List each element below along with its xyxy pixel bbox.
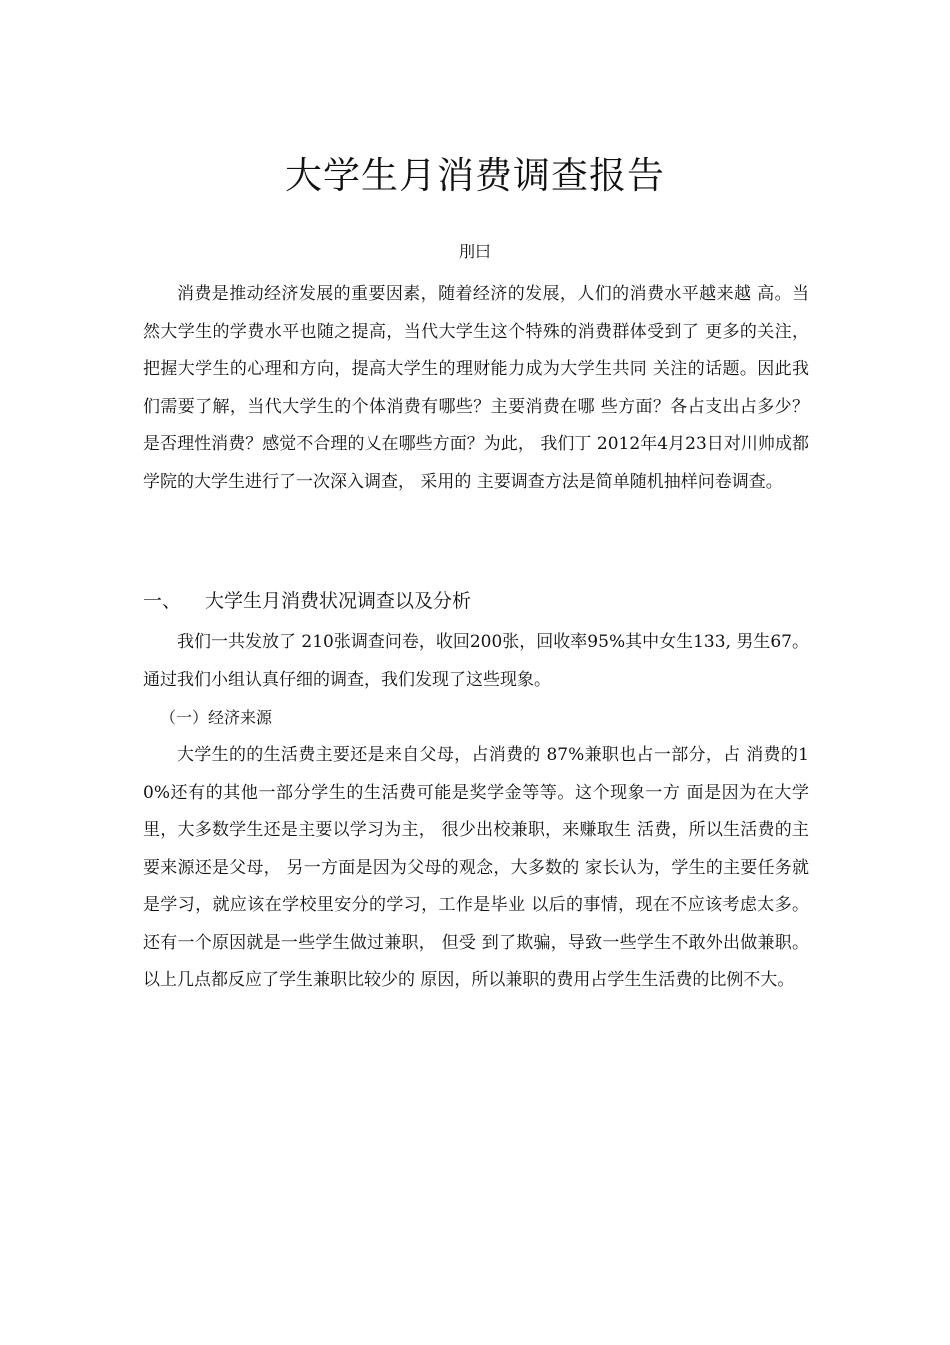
document-title: 大学生月消费调查报告 [285, 154, 665, 197]
section-1-intro-paragraph: 我们一共发放了 210张调查问卷，收回200张，回收率95%其中女生133, 男生67。通过我们小组认真仔细的调查，我们发现了这些现象。 [143, 632, 809, 690]
subsection-1-paragraph: 大学生的的生活费主要还是来自父母，占消费的 87%兼职也占一部分，占 消费的10%还有的其他一部分学生的生活费可能是奖学金等等。这个现象一方 面是因为在大学里，大多数学生还是主要以学习为主， 很少出校兼职，来赚取生 活费，所以生活费的主要来源还是父母， 另一方面是因为父母的观念，大多数的 家长认为，学生的主要任务就是学习，就应该在学校里安分的学习，工作是毕业 以后的事情，现在不应该考虑太多。还有一个原因就是一些学生做过兼职， 但受 到了欺骗，导致一些学生不敢外出做兼职。以上几点都反应了学生兼职比较少的 原因，所以兼职的费用占学生生活费的比例不大。 [143, 745, 809, 990]
preface-heading: 刖曰 [458, 242, 491, 261]
section-1-heading [143, 586, 809, 616]
section-1-number: 一、 [143, 590, 182, 612]
section-1-title: 大学生月消费状况调查以及分析 [205, 590, 472, 612]
subsection-1-heading: （一）经济来源 [160, 708, 273, 727]
preface-paragraph: 消费是推动经济发展的重要因素，随着经济的发展，人们的消费水平越来越 高。当然大学生的学费水平也随之提高，当代大学生这个特殊的消费群体受到了 更多的关注，把握大学生的心理和方向，提高大学生的理财能力成为大学生共同 关注的话题。因此我们需要了解，当代大学生的个体消费有哪些？主要消费在哪 些方面？各占支出占多少？是否理性消费？感觉不合理的乂在哪些方面？为此， 我们丁 2012年4月23日对川帅成都学院的大学生进行了一次深入调查， 采用的 主要调查方法是简单随机抽样问卷调查。 [143, 284, 809, 492]
